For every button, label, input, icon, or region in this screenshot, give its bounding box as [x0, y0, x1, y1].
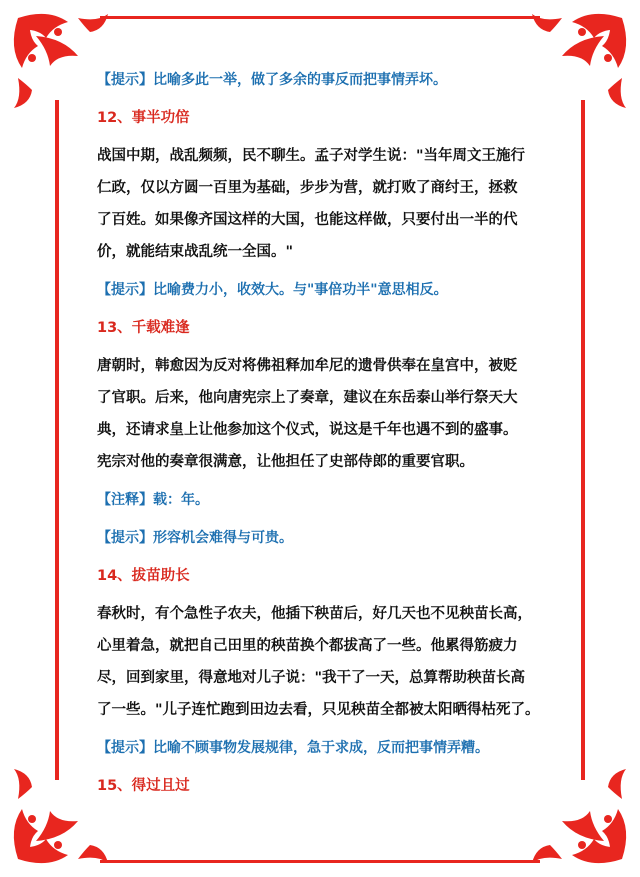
story-line: 了一些。"儿子连忙跑到田边去看，只见秧苗全都被太阳晒得枯死了。 — [97, 702, 540, 718]
annotation-line: 【注释】载：年。 — [97, 492, 209, 508]
story-line: 春秋时，有个急性子农夫，他插下秧苗后，好几天也不见秧苗长高， — [97, 606, 532, 622]
story-line: 了官职。后来，他向唐宪宗上了奏章，建议在东岳泰山举行祭天大 — [97, 390, 518, 406]
tip-line: 【提示】比喻多此一举，做了多余的事反而把事情弄坏。 — [97, 72, 447, 88]
story-line: 宪宗对他的奏章很满意，让他担任了史部侍郎的重要官职。 — [97, 454, 474, 470]
story-line: 尽，回到家里，得意地对儿子说："我干了一天，总算帮助秧苗长高 — [97, 670, 526, 686]
idiom-heading: 12、事半功倍 — [97, 110, 190, 126]
tip-line: 【提示】比喻不顾事物发展规律，急于求成，反而把事情弄糟。 — [97, 740, 489, 756]
idiom-heading: 15、得过且过 — [97, 778, 190, 794]
story-line: 价，就能结束战乱统一全国。" — [97, 244, 294, 260]
idiom-heading: 13、千载难逢 — [97, 320, 190, 336]
story-line: 了百姓。如果像齐国这样的大国，也能这样做，只要付出一半的代 — [97, 212, 518, 228]
frame-top-border — [100, 16, 540, 19]
frame-left-border — [55, 100, 59, 780]
story-line: 心里着急，就把自己田里的秧苗换个都拔高了一些。他累得筋疲力 — [97, 638, 518, 654]
story-line: 战国中期，战乱频频，民不聊生。孟子对学生说："当年周文王施行 — [97, 148, 526, 164]
tip-line: 【提示】形容机会难得与可贵。 — [97, 530, 293, 546]
story-line: 唐朝时，韩愈因为反对将佛祖释加牟尼的遗骨供奉在皇宫中，被贬 — [97, 358, 518, 374]
idiom-heading: 14、拔苗助长 — [97, 568, 190, 584]
frame-right-border — [581, 100, 585, 780]
story-line: 仁政，仅以方圆一百里为基础，步步为营，就打败了商纣王，拯救 — [97, 180, 518, 196]
article-content — [97, 64, 567, 802]
frame-bottom-border — [100, 860, 540, 863]
tip-line: 【提示】比喻费力小，收效大。与"事倍功半"意思相反。 — [97, 282, 448, 298]
story-line: 典，还请求皇上让他参加这个仪式，说这是千年也遇不到的盛事。 — [97, 422, 518, 438]
